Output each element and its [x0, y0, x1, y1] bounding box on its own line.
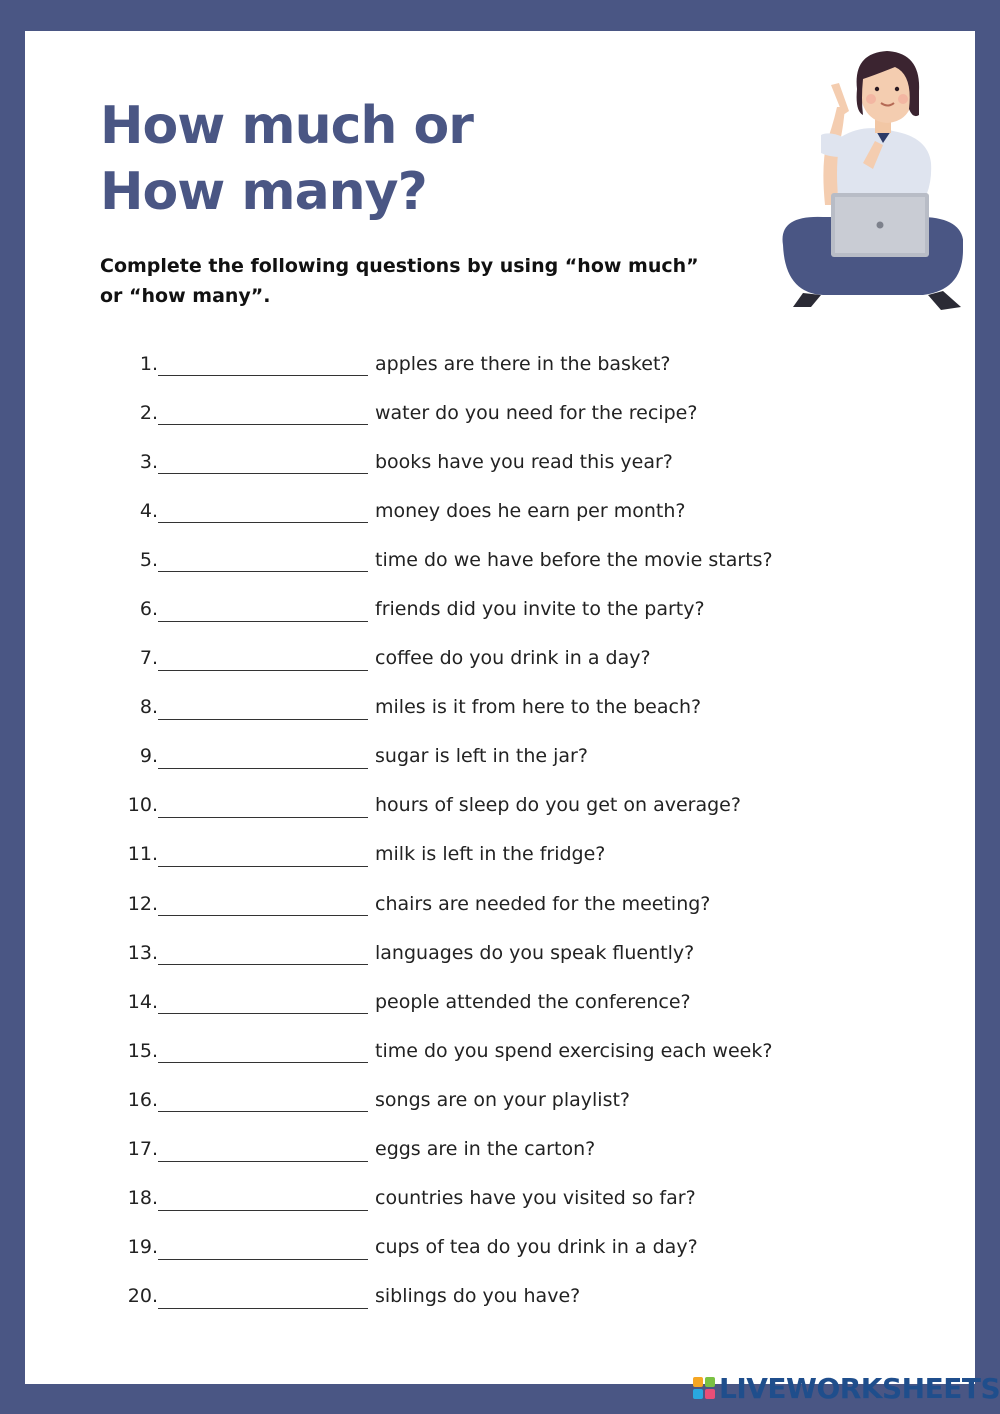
- answer-blank[interactable]: [158, 750, 368, 769]
- question-number: 11.: [127, 843, 158, 866]
- question-list: [100, 339, 800, 1321]
- brand-footer: [693, 1372, 1000, 1404]
- question-item: [100, 437, 800, 486]
- question-text: milk is left in the fridge?: [375, 843, 606, 866]
- answer-blank[interactable]: [158, 1143, 368, 1162]
- answer-blank[interactable]: [158, 799, 368, 818]
- question-item: [100, 388, 800, 437]
- question-text: countries have you visited so far?: [375, 1187, 696, 1210]
- question-number: 13.: [127, 941, 158, 964]
- question-item: [100, 1075, 800, 1124]
- question-item: [100, 339, 800, 388]
- question-number: 10.: [127, 794, 158, 817]
- question-item: [100, 1223, 800, 1272]
- answer-blank[interactable]: [158, 1192, 368, 1211]
- question-item: [100, 683, 800, 732]
- answer-blank[interactable]: [158, 504, 368, 523]
- question-text: books have you read this year?: [375, 450, 673, 473]
- question-number: 16.: [127, 1088, 158, 1111]
- answer-blank[interactable]: [158, 553, 368, 572]
- question-text: siblings do you have?: [375, 1285, 581, 1308]
- answer-blank[interactable]: [158, 455, 368, 474]
- brand-name: LIVEWORKSHEETS: [719, 1371, 1000, 1405]
- question-text: time do you spend exercising each week?: [375, 1039, 773, 1062]
- question-number: 20.: [127, 1285, 158, 1308]
- question-item: [100, 486, 800, 535]
- liveworksheets-logo-icon: [693, 1377, 715, 1399]
- question-number: 1.: [139, 352, 158, 375]
- question-item: [100, 1125, 800, 1174]
- question-number: 18.: [127, 1187, 158, 1210]
- answer-blank[interactable]: [158, 1290, 368, 1309]
- question-item: [100, 928, 800, 977]
- question-item: [100, 1174, 800, 1223]
- question-text: time do we have before the movie starts?: [375, 548, 773, 571]
- question-number: 19.: [127, 1236, 158, 1259]
- question-text: apples are there in the basket?: [375, 352, 671, 375]
- answer-blank[interactable]: [158, 603, 368, 622]
- question-number: 17.: [127, 1138, 158, 1161]
- question-item: [100, 535, 800, 584]
- question-item: [100, 584, 800, 633]
- question-number: 15.: [127, 1039, 158, 1062]
- title-line-2: How many?: [100, 162, 427, 222]
- question-item: [100, 977, 800, 1026]
- question-number: 7.: [139, 647, 158, 670]
- answer-blank[interactable]: [158, 357, 368, 376]
- question-number: 9.: [139, 745, 158, 768]
- question-text: miles is it from here to the beach?: [375, 696, 702, 719]
- question-text: hours of sleep do you get on average?: [375, 794, 741, 817]
- question-text: languages do you speak fluently?: [375, 941, 695, 964]
- answer-blank[interactable]: [158, 946, 368, 965]
- answer-blank[interactable]: [158, 897, 368, 916]
- question-item: [100, 1272, 800, 1321]
- question-text: chairs are needed for the meeting?: [375, 892, 711, 915]
- question-number: 8.: [139, 696, 158, 719]
- question-number: 5.: [139, 548, 158, 571]
- question-text: money does he earn per month?: [375, 499, 686, 522]
- answer-blank[interactable]: [158, 652, 368, 671]
- answer-blank[interactable]: [158, 1241, 368, 1260]
- title-line-1: How much or: [100, 96, 473, 156]
- question-text: sugar is left in the jar?: [375, 745, 588, 768]
- answer-blank[interactable]: [158, 406, 368, 425]
- student-laptop-illustration: [763, 45, 963, 315]
- instructions: Complete the following questions by using “how much” or “how many”.: [100, 255, 699, 307]
- question-item: [100, 732, 800, 781]
- answer-blank[interactable]: [158, 848, 368, 867]
- question-text: coffee do you drink in a day?: [375, 647, 651, 670]
- question-text: songs are on your playlist?: [375, 1088, 631, 1111]
- answer-blank[interactable]: [158, 701, 368, 720]
- question-text: eggs are in the carton?: [375, 1138, 596, 1161]
- answer-blank[interactable]: [158, 1093, 368, 1112]
- question-number: 3.: [139, 450, 158, 473]
- question-number: 14.: [127, 990, 158, 1013]
- question-number: 12.: [127, 892, 158, 915]
- question-text: cups of tea do you drink in a day?: [375, 1236, 698, 1259]
- page-title: [100, 93, 473, 225]
- question-item: [100, 879, 800, 928]
- question-item: [100, 1026, 800, 1075]
- question-item: [100, 634, 800, 683]
- question-number: 2.: [139, 401, 158, 424]
- question-text: people attended the conference?: [375, 990, 691, 1013]
- answer-blank[interactable]: [158, 1044, 368, 1063]
- question-number: 4.: [139, 499, 158, 522]
- question-item: [100, 781, 800, 830]
- question-text: friends did you invite to the party?: [375, 598, 705, 621]
- worksheet-page: [25, 31, 975, 1384]
- question-text: water do you need for the recipe?: [375, 401, 698, 424]
- question-number: 6.: [139, 598, 158, 621]
- answer-blank[interactable]: [158, 995, 368, 1014]
- question-item: [100, 830, 800, 879]
